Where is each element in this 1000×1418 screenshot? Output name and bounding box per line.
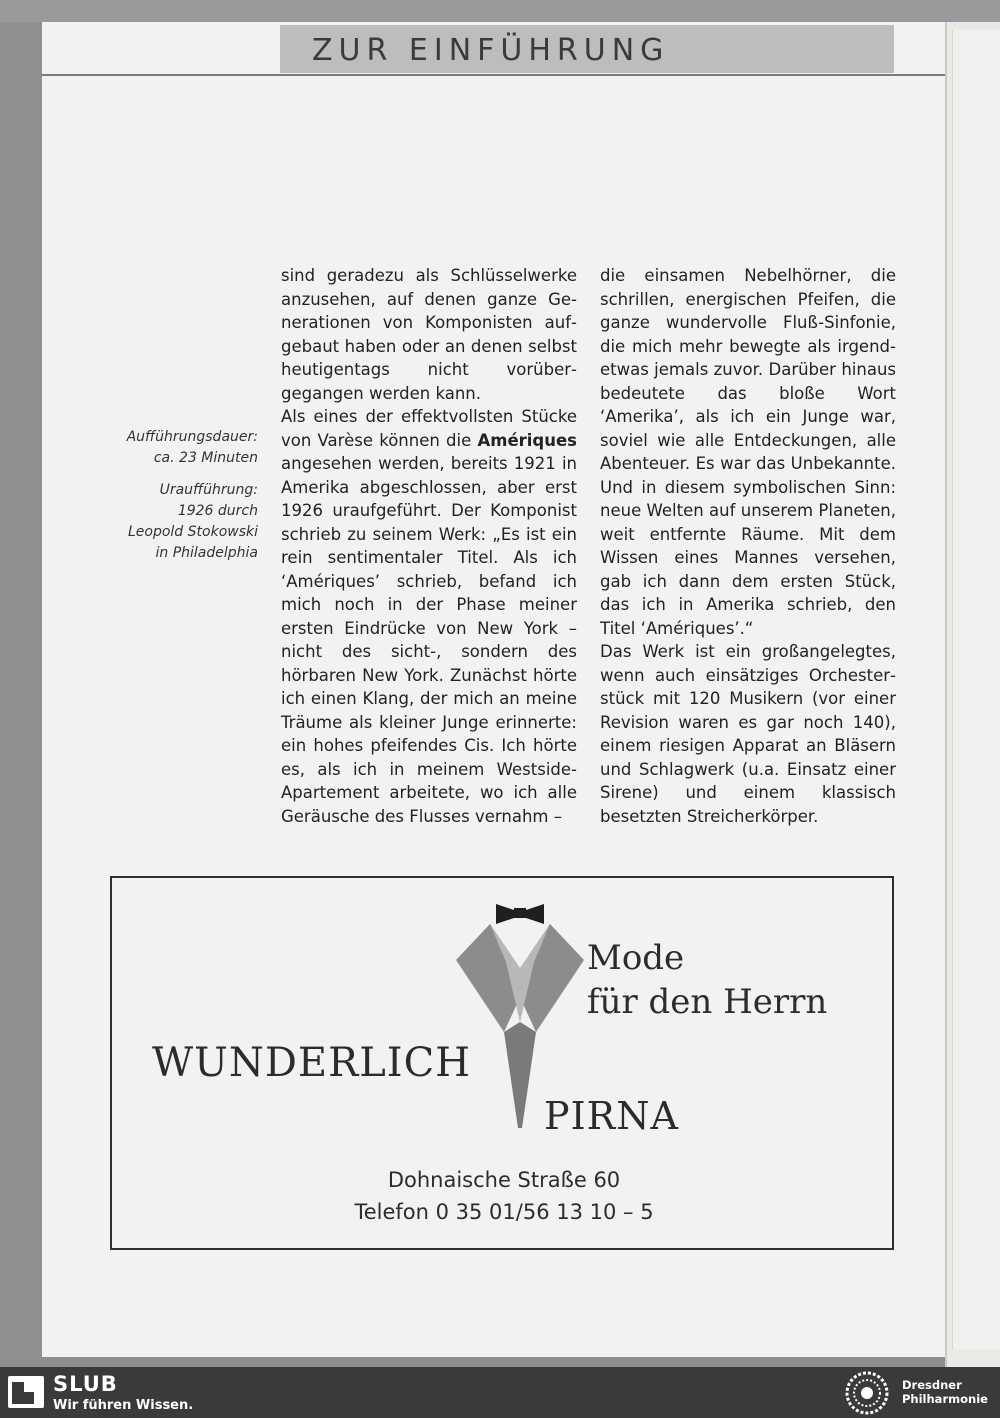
philharmonie-logo-icon[interactable] — [845, 1371, 889, 1415]
performance-duration: Aufführungsdauer: ca. 23 Minuten — [126, 429, 258, 466]
paragraph-text: angesehen werden, bereits 1921 in Amerika abgeschlossen, aber erst 1926 uraufgeführt. Der Komponist schrieb zu seinem Werk: „Es ist ein rein sentimentaler Titel. Als ich ‘Amériques’ schrieb, befand ich mich noch in der Phase meiner ersten Eindrücke von New York – nicht des sicht-, sondern des hörbaren New York. Zunächst hörte ich einen Klang, der mich an meine Träume als kleiner Junge erinnerte: ein hohes pfeifendes Cis. Ich hörte es, als ich in meinem Westside-Apartement arbeitete, wo ich alle Geräusche des Flusses vernahm – — [281, 454, 577, 826]
paragraph: Das Werk ist ein großangelegtes, wenn auch einsätziges Orchesterstück mit 120 Musikern (vor einer Revision waren es gar noch 140), einem riesigen Apparat an Bläsern und Schlagwerk (u.a. Einsatz einer Sirene) und einem klassisch besetzten Streicherkörper. — [600, 642, 896, 826]
text-column-right — [600, 264, 896, 828]
ad-tagline — [587, 936, 827, 1024]
paragraph: die einsamen Nebelhörner, die schrillen, energischen Pfeifen, die ganze wundervolle Fluß-Sinfonie, die mich mehr bewegte als irgendetwas jemals zuvor. Darüber hinaus bedeutete das bloße Wort ‘Amerika’, als ich ein Junge war, soviel wie alle Entdeckungen, alle Abenteuer. Es war das Unbekannte. Und in diesem symbolischen Sinn: neue Welten auf unserem Planeten, weit entfernte Räume. Mit dem Wissen eines Mannes versehen, gab ich dann dem ersten Stück, das ich in Amerika schrieb, den Titel ‘Amériques’.“ — [600, 266, 896, 638]
ad-contact — [112, 1164, 896, 1228]
slub-tagline: Wir führen Wissen. — [53, 1398, 194, 1413]
viewer-footer-bar — [0, 1367, 1000, 1418]
sidebar-notes — [100, 427, 258, 575]
partner-name-line: Philharmonie — [902, 1392, 988, 1406]
premiere-note: Uraufführung: 1926 durch Leopold Stokowski in Philadelphia — [127, 482, 258, 561]
header-rule — [42, 74, 945, 76]
work-title: Amériques — [477, 430, 577, 450]
slub-logo-icon[interactable] — [8, 1376, 44, 1408]
next-page-edge-inner — [952, 30, 1000, 1350]
ad-brand-name: WUNDERLICH — [152, 1040, 472, 1086]
partner-name-line: Dresdner — [902, 1378, 962, 1392]
slub-logo-text[interactable]: SLUB — [53, 1372, 118, 1396]
viewer-background — [0, 0, 1000, 22]
section-title: ZUR EINFÜHRUNG — [312, 33, 670, 68]
paragraph — [281, 405, 577, 828]
ad-street: Dohnaische Straße 60 — [387, 1168, 621, 1192]
ad-phone: Telefon 0 35 01/56 13 10 – 5 — [354, 1200, 654, 1224]
paragraph-text: Als eines der effektvollsten Stücke von Varèse können die — [281, 407, 577, 450]
advertisement — [110, 876, 894, 1250]
ad-city: PIRNA — [544, 1094, 679, 1138]
text-column-left — [281, 264, 577, 828]
ad-tagline-line: Mode — [587, 938, 685, 978]
ad-tagline-line: für den Herrn — [587, 982, 828, 1022]
philharmonie-logo-text[interactable] — [902, 1378, 1000, 1406]
paragraph: sind geradezu als Schlüsselwerke anzusehen, auf denen ganze Generationen von Komponisten aufgebaut haben oder an denen selbst heutigentags nicht vorübergegangen werden kann. — [281, 266, 577, 403]
